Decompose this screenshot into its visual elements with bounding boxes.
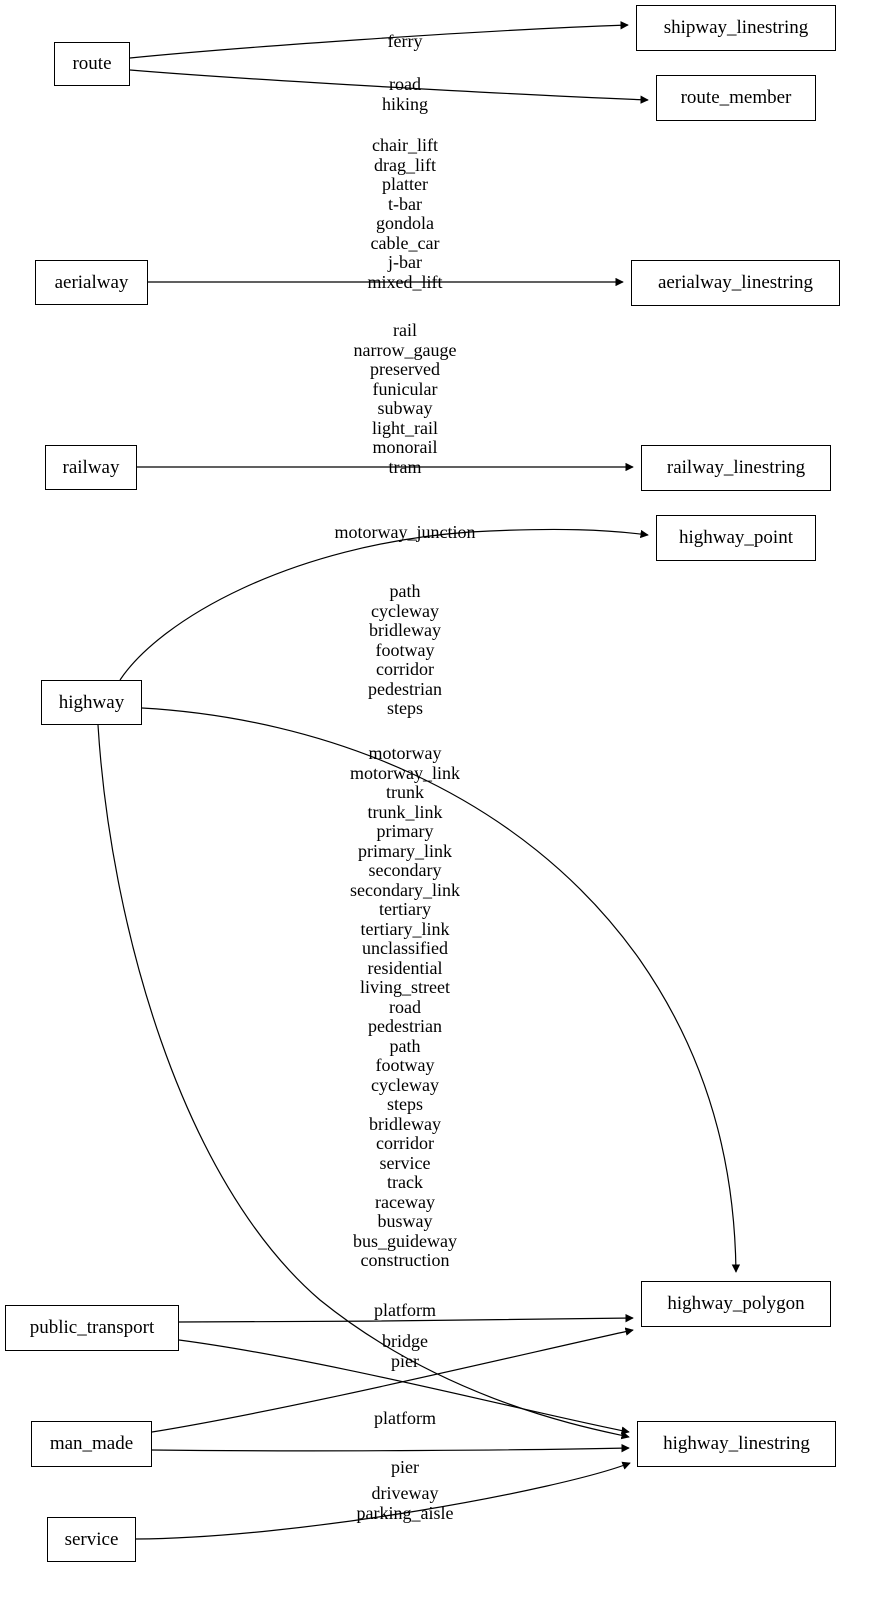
edge-label-line: service bbox=[379, 1152, 431, 1173]
edge-label-line: driveway bbox=[371, 1483, 439, 1503]
node-route_member[interactable]: route_member bbox=[656, 75, 816, 121]
edge-label-line: preserved bbox=[370, 359, 440, 379]
edge-label-line: road bbox=[389, 74, 421, 94]
node-highway_polygon[interactable]: highway_polygon bbox=[641, 1281, 831, 1327]
edge-label-line: bridleway bbox=[369, 1113, 441, 1134]
edge-label-line: gondola bbox=[376, 213, 434, 233]
edge-label-line: tertiary bbox=[379, 899, 431, 919]
node-highway[interactable]: highway bbox=[41, 680, 142, 725]
edge-label-line: platform bbox=[374, 1300, 436, 1320]
edge-label-line: primary_link bbox=[358, 840, 452, 861]
edge-label-line: subway bbox=[377, 398, 433, 418]
edge-label-line: raceway bbox=[375, 1191, 435, 1212]
edge-label-line: bridleway bbox=[369, 620, 441, 640]
edge-label-line: trunk bbox=[386, 782, 424, 802]
node-shipway_ls[interactable]: shipway_linestring bbox=[636, 5, 836, 51]
edge-label-line: path bbox=[389, 581, 421, 601]
edge-label-line: secondary bbox=[368, 860, 442, 880]
edge-label-line: pier bbox=[391, 1350, 419, 1371]
edge-label-line: trunk_link bbox=[367, 801, 443, 822]
edge-label-line: corridor bbox=[376, 1133, 434, 1153]
edge-label-line: j-bar bbox=[388, 252, 422, 272]
edge-label-line: pier bbox=[391, 1457, 419, 1477]
node-aerialway_ls[interactable]: aerialway_linestring bbox=[631, 260, 840, 306]
edge-label-line: footway bbox=[375, 639, 435, 660]
edge-label-lbl-highway-ls bbox=[0, 744, 842, 1271]
node-aerialway[interactable]: aerialway bbox=[35, 260, 148, 305]
edge-label-line: track bbox=[387, 1172, 423, 1192]
edge-label-line: drag_lift bbox=[374, 154, 436, 175]
edge-label-line: hiking bbox=[381, 93, 428, 114]
node-highway_ls[interactable]: highway_linestring bbox=[637, 1421, 836, 1467]
edge-label-line: road bbox=[389, 996, 421, 1017]
edge-label-line: funicular bbox=[372, 378, 438, 399]
edge-label-line: pedestrian bbox=[368, 678, 442, 699]
edge-label-line: residential bbox=[367, 957, 443, 978]
edge-label-line: living_street bbox=[360, 977, 450, 997]
edge-label-line: parking_aisle bbox=[356, 1502, 454, 1523]
node-man_made[interactable]: man_made bbox=[31, 1421, 152, 1467]
edge-label-line: footway bbox=[375, 1055, 435, 1075]
edge-label-line: cycleway bbox=[371, 600, 439, 621]
node-highway_point[interactable]: highway_point bbox=[656, 515, 816, 561]
edge-label-line: steps bbox=[387, 1094, 423, 1114]
edge-label-line: path bbox=[389, 1035, 421, 1056]
edge-label-line: ferry bbox=[387, 31, 423, 51]
edge-label-line: steps bbox=[387, 698, 423, 718]
node-railway_ls[interactable]: railway_linestring bbox=[641, 445, 831, 491]
edge-label-line: t-bar bbox=[388, 193, 422, 214]
node-railway[interactable]: railway bbox=[45, 445, 137, 490]
edge-label-line: secondary_link bbox=[350, 879, 460, 900]
edge-label-line: rail bbox=[393, 320, 417, 340]
edge-label-line: busway bbox=[377, 1211, 433, 1231]
edge-label-line: tram bbox=[388, 456, 422, 477]
edge-label-line: narrow_gauge bbox=[353, 339, 457, 360]
edge-label-line: bus_guideway bbox=[353, 1230, 457, 1251]
edge-label-line: motorway_link bbox=[350, 762, 460, 783]
edge-manmade-highwayls bbox=[152, 1448, 629, 1451]
edge-label-line: primary bbox=[376, 821, 434, 841]
edge-label-line: chair_lift bbox=[372, 135, 438, 155]
node-service[interactable]: service bbox=[47, 1517, 136, 1562]
edge-label-line: light_rail bbox=[372, 417, 438, 438]
edge-label-line: pedestrian bbox=[368, 1016, 442, 1036]
edge-label-line: platform bbox=[374, 1408, 436, 1428]
edge-label-line: cable_car bbox=[370, 232, 440, 253]
edge-label-line: monorail bbox=[372, 437, 438, 457]
edge-label-line: mixed_lift bbox=[367, 271, 443, 292]
edge-label-line: construction bbox=[360, 1250, 450, 1270]
edge-label-line: bridge bbox=[382, 1331, 428, 1351]
edge-label-line: motorway_junction bbox=[334, 522, 476, 542]
edge-label-line: cycleway bbox=[371, 1074, 439, 1095]
edge-label-line: unclassified bbox=[362, 938, 448, 958]
edge-label-line: corridor bbox=[376, 659, 434, 679]
edge-label-line: motorway bbox=[368, 743, 442, 763]
edge-label-line: tertiary_link bbox=[360, 918, 450, 939]
node-route[interactable]: route bbox=[54, 42, 130, 86]
edge-label-line: platter bbox=[382, 174, 428, 194]
node-public_transport[interactable]: public_transport bbox=[5, 1305, 179, 1351]
